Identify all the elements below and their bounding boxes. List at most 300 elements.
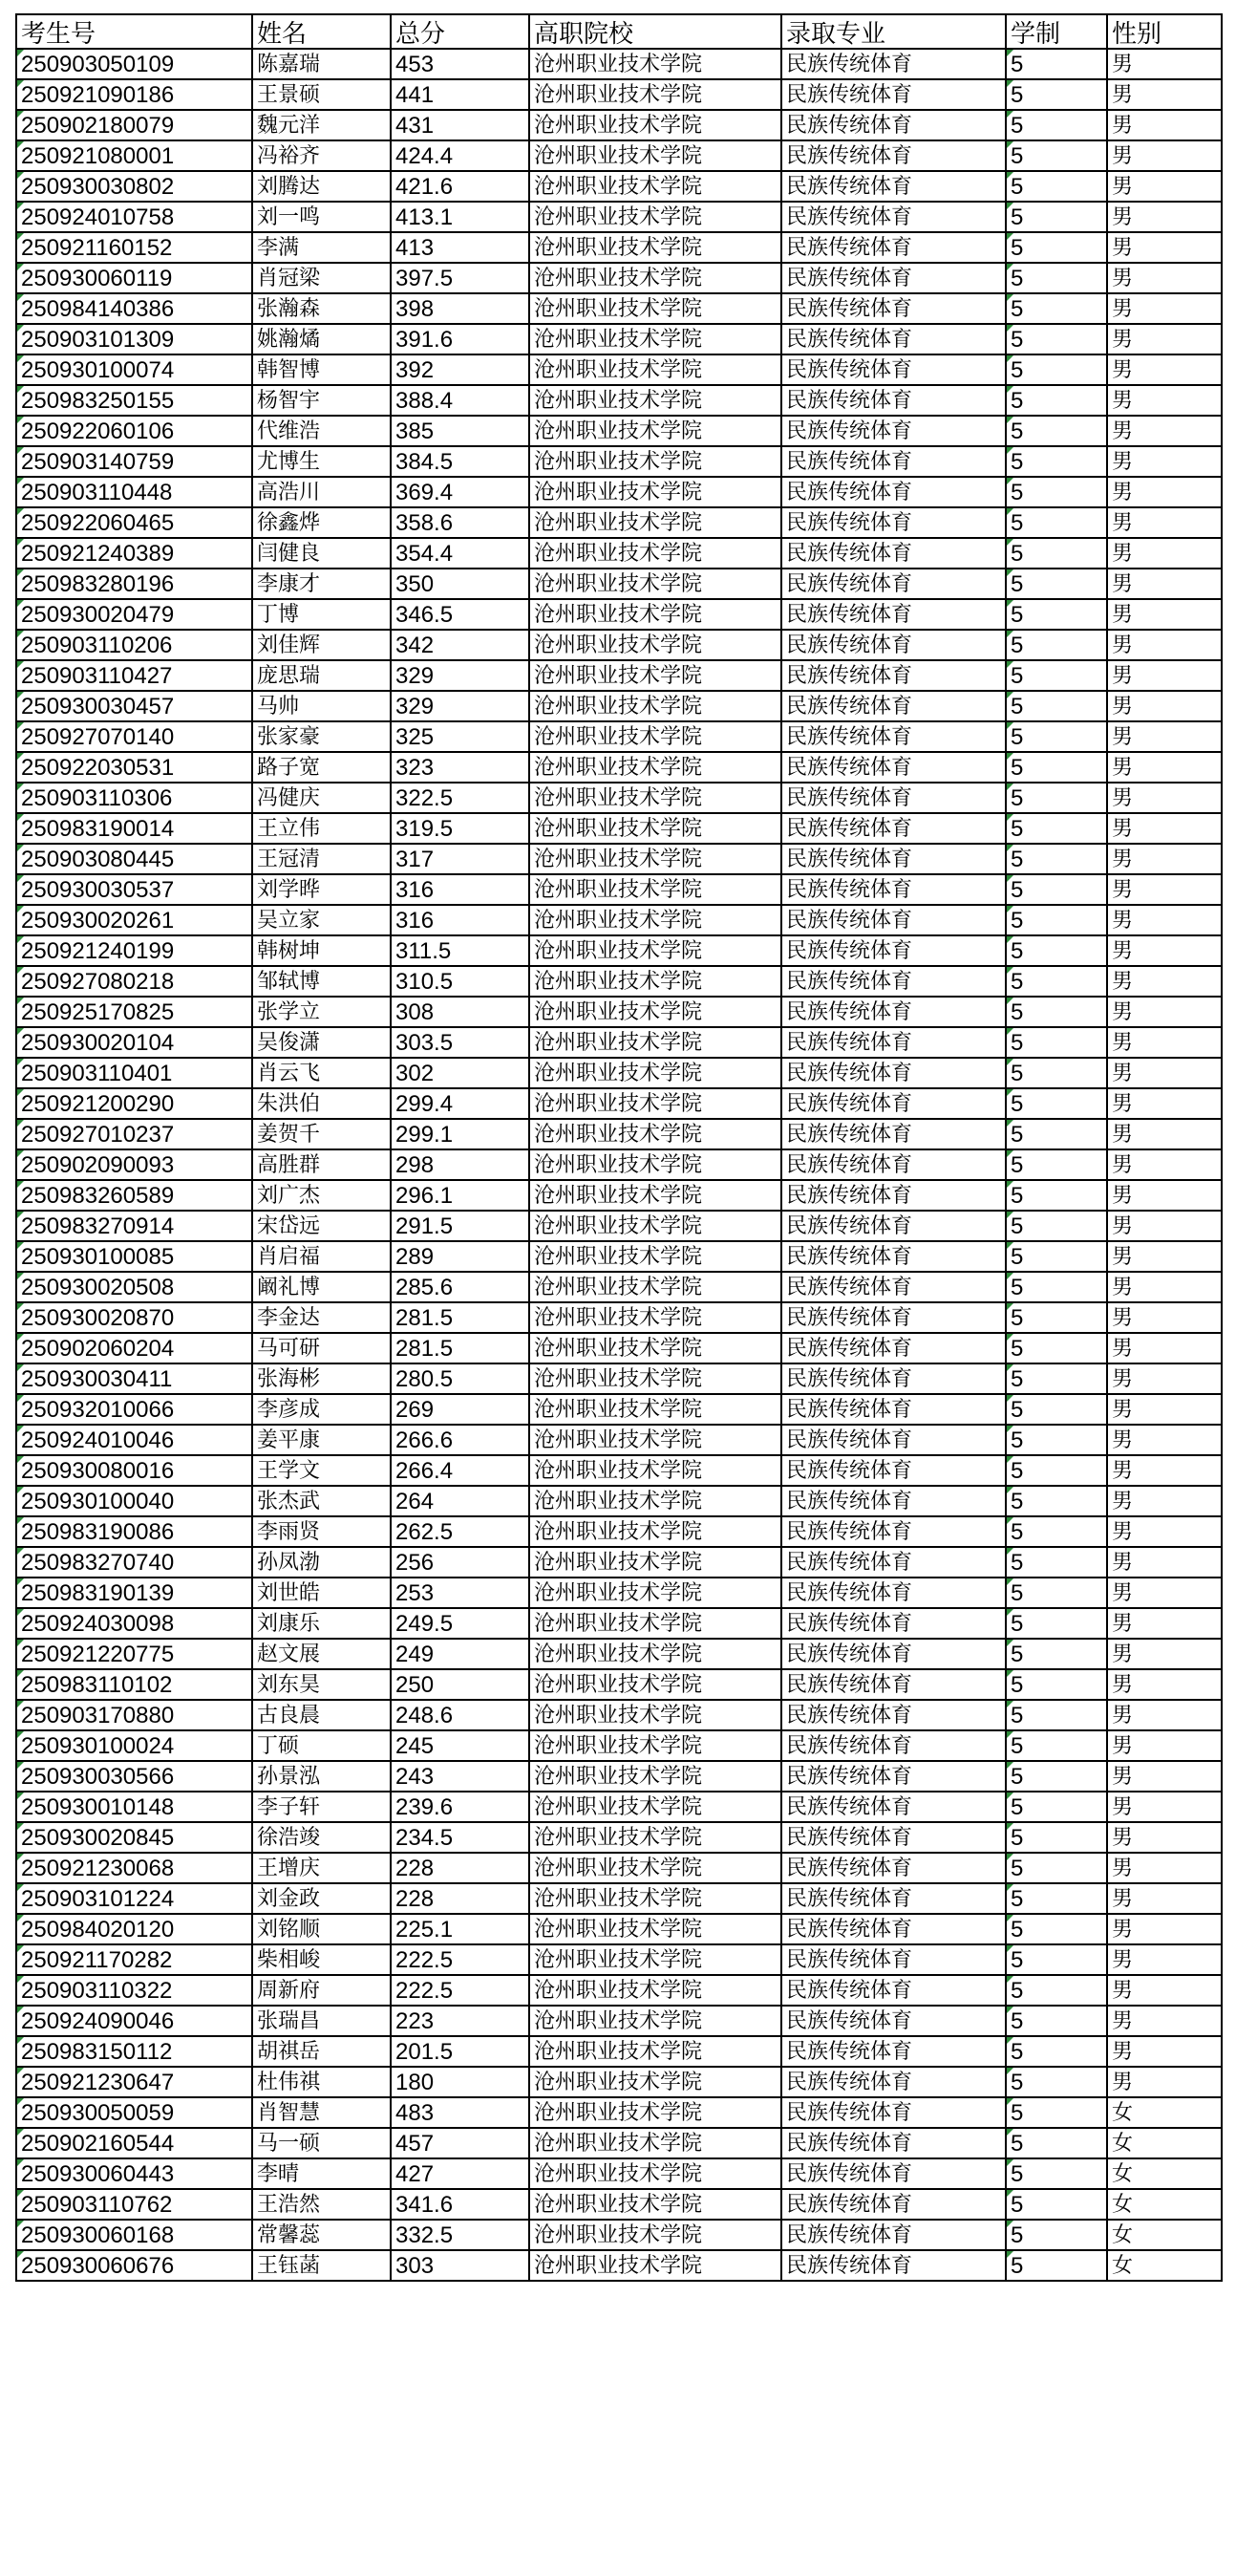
cell-duration: 5 bbox=[1006, 1425, 1107, 1455]
cell-college: 沧州职业技术学院 bbox=[529, 1822, 781, 1853]
cell-exam-id: 250903101309 bbox=[16, 324, 252, 354]
admission-table bbox=[15, 13, 1223, 2282]
cell-name: 张瑞昌 bbox=[252, 2006, 391, 2036]
cell-total-score: 222.5 bbox=[391, 1975, 529, 2006]
table-row bbox=[16, 1639, 1222, 1669]
cell-major: 民族传统体育 bbox=[781, 507, 1006, 538]
cell-exam-id: 250930100024 bbox=[16, 1730, 252, 1761]
cell-college: 沧州职业技术学院 bbox=[529, 1333, 781, 1363]
cell-total-score: 249.5 bbox=[391, 1608, 529, 1639]
cell-duration: 5 bbox=[1006, 1761, 1107, 1792]
cell-exam-id: 250930020508 bbox=[16, 1272, 252, 1302]
cell-gender: 男 bbox=[1107, 599, 1222, 630]
table-row bbox=[16, 202, 1222, 232]
cell-total-score: 346.5 bbox=[391, 599, 529, 630]
cell-duration: 5 bbox=[1006, 844, 1107, 874]
cell-major: 民族传统体育 bbox=[781, 1058, 1006, 1088]
cell-gender: 男 bbox=[1107, 1792, 1222, 1822]
cell-gender: 男 bbox=[1107, 1944, 1222, 1975]
cell-duration: 5 bbox=[1006, 1302, 1107, 1333]
cell-major: 民族传统体育 bbox=[781, 477, 1006, 507]
cell-gender: 男 bbox=[1107, 1883, 1222, 1914]
cell-exam-id: 250983150112 bbox=[16, 2036, 252, 2067]
cell-name: 张瀚森 bbox=[252, 293, 391, 324]
cell-college: 沧州职业技术学院 bbox=[529, 1944, 781, 1975]
cell-college: 沧州职业技术学院 bbox=[529, 202, 781, 232]
cell-total-score: 266.6 bbox=[391, 1425, 529, 1455]
cell-exam-id: 250930060119 bbox=[16, 263, 252, 293]
cell-gender: 男 bbox=[1107, 202, 1222, 232]
cell-college: 沧州职业技术学院 bbox=[529, 752, 781, 783]
cell-gender: 男 bbox=[1107, 966, 1222, 997]
cell-major: 民族传统体育 bbox=[781, 1363, 1006, 1394]
cell-college: 沧州职业技术学院 bbox=[529, 2189, 781, 2220]
cell-college: 沧州职业技术学院 bbox=[529, 844, 781, 874]
cell-gender: 男 bbox=[1107, 2006, 1222, 2036]
table-row bbox=[16, 1578, 1222, 1608]
cell-major: 民族传统体育 bbox=[781, 1700, 1006, 1730]
cell-total-score: 285.6 bbox=[391, 1272, 529, 1302]
cell-name: 张家豪 bbox=[252, 721, 391, 752]
cell-exam-id: 250983280196 bbox=[16, 569, 252, 599]
cell-name: 赵文展 bbox=[252, 1639, 391, 1669]
cell-exam-id: 250921080001 bbox=[16, 140, 252, 171]
cell-major: 民族传统体育 bbox=[781, 1883, 1006, 1914]
cell-major: 民族传统体育 bbox=[781, 1394, 1006, 1425]
cell-exam-id: 250932010066 bbox=[16, 1394, 252, 1425]
cell-gender: 男 bbox=[1107, 2036, 1222, 2067]
cell-exam-id: 250903110448 bbox=[16, 477, 252, 507]
cell-exam-id: 250921230068 bbox=[16, 1853, 252, 1883]
cell-college: 沧州职业技术学院 bbox=[529, 110, 781, 140]
cell-college: 沧州职业技术学院 bbox=[529, 783, 781, 813]
cell-college: 沧州职业技术学院 bbox=[529, 1608, 781, 1639]
cell-college: 沧州职业技术学院 bbox=[529, 446, 781, 477]
cell-exam-id: 250983250155 bbox=[16, 385, 252, 416]
cell-college: 沧州职业技术学院 bbox=[529, 1516, 781, 1547]
cell-name: 李子轩 bbox=[252, 1792, 391, 1822]
table-row bbox=[16, 1700, 1222, 1730]
cell-gender: 男 bbox=[1107, 691, 1222, 721]
cell-duration: 5 bbox=[1006, 416, 1107, 446]
table-row bbox=[16, 2189, 1222, 2220]
cell-name: 吴俊潇 bbox=[252, 1027, 391, 1058]
cell-duration: 5 bbox=[1006, 1914, 1107, 1944]
cell-total-score: 308 bbox=[391, 997, 529, 1027]
cell-name: 刘世皓 bbox=[252, 1578, 391, 1608]
cell-exam-id: 250921200290 bbox=[16, 1088, 252, 1119]
cell-name: 王钰菡 bbox=[252, 2250, 391, 2281]
cell-major: 民族传统体育 bbox=[781, 446, 1006, 477]
cell-name: 路子宽 bbox=[252, 752, 391, 783]
cell-total-score: 384.5 bbox=[391, 446, 529, 477]
cell-exam-id: 250983190139 bbox=[16, 1578, 252, 1608]
cell-duration: 5 bbox=[1006, 1455, 1107, 1486]
cell-duration: 5 bbox=[1006, 49, 1107, 79]
cell-total-score: 329 bbox=[391, 660, 529, 691]
table-row bbox=[16, 1394, 1222, 1425]
cell-major: 民族传统体育 bbox=[781, 1149, 1006, 1180]
cell-duration: 5 bbox=[1006, 1578, 1107, 1608]
cell-duration: 5 bbox=[1006, 1792, 1107, 1822]
cell-college: 沧州职业技术学院 bbox=[529, 263, 781, 293]
cell-name: 张海彬 bbox=[252, 1363, 391, 1394]
table-row bbox=[16, 2128, 1222, 2158]
cell-name: 冯健庆 bbox=[252, 783, 391, 813]
cell-duration: 5 bbox=[1006, 1211, 1107, 1241]
cell-college: 沧州职业技术学院 bbox=[529, 2158, 781, 2189]
cell-exam-id: 250921160152 bbox=[16, 232, 252, 263]
cell-college: 沧州职业技术学院 bbox=[529, 1425, 781, 1455]
cell-major: 民族传统体育 bbox=[781, 1669, 1006, 1700]
cell-college: 沧州职业技术学院 bbox=[529, 1363, 781, 1394]
cell-exam-id: 250930060676 bbox=[16, 2250, 252, 2281]
cell-college: 沧州职业技术学院 bbox=[529, 2250, 781, 2281]
cell-name: 刘铭顺 bbox=[252, 1914, 391, 1944]
cell-major: 民族传统体育 bbox=[781, 232, 1006, 263]
cell-name: 李雨贤 bbox=[252, 1516, 391, 1547]
cell-college: 沧州职业技术学院 bbox=[529, 324, 781, 354]
cell-exam-id: 250902180079 bbox=[16, 110, 252, 140]
cell-total-score: 299.4 bbox=[391, 1088, 529, 1119]
cell-gender: 男 bbox=[1107, 1333, 1222, 1363]
table-row bbox=[16, 1516, 1222, 1547]
table-row bbox=[16, 721, 1222, 752]
cell-major: 民族传统体育 bbox=[781, 1088, 1006, 1119]
table-row bbox=[16, 1455, 1222, 1486]
cell-college: 沧州职业技术学院 bbox=[529, 2036, 781, 2067]
cell-gender: 男 bbox=[1107, 1149, 1222, 1180]
cell-college: 沧州职业技术学院 bbox=[529, 385, 781, 416]
cell-college: 沧州职业技术学院 bbox=[529, 416, 781, 446]
cell-duration: 5 bbox=[1006, 1241, 1107, 1272]
table-row bbox=[16, 263, 1222, 293]
table-row bbox=[16, 1608, 1222, 1639]
cell-gender: 男 bbox=[1107, 752, 1222, 783]
cell-gender: 男 bbox=[1107, 140, 1222, 171]
cell-exam-id: 250930080016 bbox=[16, 1455, 252, 1486]
cell-college: 沧州职业技术学院 bbox=[529, 1883, 781, 1914]
table-row bbox=[16, 1027, 1222, 1058]
cell-major: 民族传统体育 bbox=[781, 721, 1006, 752]
cell-gender: 男 bbox=[1107, 1608, 1222, 1639]
cell-exam-id: 250930030411 bbox=[16, 1363, 252, 1394]
cell-duration: 5 bbox=[1006, 691, 1107, 721]
cell-total-score: 303.5 bbox=[391, 1027, 529, 1058]
cell-major: 民族传统体育 bbox=[781, 1578, 1006, 1608]
cell-duration: 5 bbox=[1006, 874, 1107, 905]
cell-total-score: 316 bbox=[391, 905, 529, 935]
cell-duration: 5 bbox=[1006, 1700, 1107, 1730]
cell-total-score: 316 bbox=[391, 874, 529, 905]
cell-exam-id: 250903110206 bbox=[16, 630, 252, 660]
cell-gender: 男 bbox=[1107, 813, 1222, 844]
cell-exam-id: 250924010758 bbox=[16, 202, 252, 232]
table-row bbox=[16, 752, 1222, 783]
table-row bbox=[16, 232, 1222, 263]
cell-exam-id: 250930010148 bbox=[16, 1792, 252, 1822]
table-row bbox=[16, 1088, 1222, 1119]
cell-duration: 5 bbox=[1006, 935, 1107, 966]
cell-name: 王立伟 bbox=[252, 813, 391, 844]
cell-name: 古良晨 bbox=[252, 1700, 391, 1730]
header-major: 录取专业 bbox=[781, 14, 1006, 49]
cell-total-score: 245 bbox=[391, 1730, 529, 1761]
cell-exam-id: 250921090186 bbox=[16, 79, 252, 110]
cell-duration: 5 bbox=[1006, 140, 1107, 171]
cell-gender: 男 bbox=[1107, 1119, 1222, 1149]
cell-gender: 男 bbox=[1107, 1853, 1222, 1883]
table-row bbox=[16, 507, 1222, 538]
cell-college: 沧州职业技术学院 bbox=[529, 1669, 781, 1700]
table-row bbox=[16, 1333, 1222, 1363]
cell-major: 民族传统体育 bbox=[781, 599, 1006, 630]
cell-name: 代维浩 bbox=[252, 416, 391, 446]
cell-college: 沧州职业技术学院 bbox=[529, 1211, 781, 1241]
cell-major: 民族传统体育 bbox=[781, 997, 1006, 1027]
cell-college: 沧州职业技术学院 bbox=[529, 1639, 781, 1669]
table-row bbox=[16, 416, 1222, 446]
cell-gender: 男 bbox=[1107, 997, 1222, 1027]
cell-major: 民族传统体育 bbox=[781, 1486, 1006, 1516]
cell-name: 阚礼博 bbox=[252, 1272, 391, 1302]
cell-major: 民族传统体育 bbox=[781, 1516, 1006, 1547]
cell-total-score: 457 bbox=[391, 2128, 529, 2158]
cell-total-score: 269 bbox=[391, 1394, 529, 1425]
table-row bbox=[16, 1914, 1222, 1944]
cell-major: 民族传统体育 bbox=[781, 752, 1006, 783]
cell-total-score: 298 bbox=[391, 1149, 529, 1180]
cell-name: 胡祺岳 bbox=[252, 2036, 391, 2067]
cell-college: 沧州职业技术学院 bbox=[529, 1272, 781, 1302]
cell-duration: 5 bbox=[1006, 202, 1107, 232]
cell-gender: 男 bbox=[1107, 324, 1222, 354]
cell-exam-id: 250903140759 bbox=[16, 446, 252, 477]
cell-duration: 5 bbox=[1006, 997, 1107, 1027]
table-row bbox=[16, 1149, 1222, 1180]
cell-duration: 5 bbox=[1006, 1272, 1107, 1302]
cell-major: 民族传统体育 bbox=[781, 905, 1006, 935]
cell-college: 沧州职业技术学院 bbox=[529, 1088, 781, 1119]
table-row bbox=[16, 1486, 1222, 1516]
cell-duration: 5 bbox=[1006, 1853, 1107, 1883]
cell-duration: 5 bbox=[1006, 324, 1107, 354]
cell-name: 杜伟祺 bbox=[252, 2067, 391, 2097]
cell-college: 沧州职业技术学院 bbox=[529, 1914, 781, 1944]
cell-college: 沧州职业技术学院 bbox=[529, 1455, 781, 1486]
cell-college: 沧州职业技术学院 bbox=[529, 1149, 781, 1180]
cell-gender: 男 bbox=[1107, 446, 1222, 477]
cell-exam-id: 250983270914 bbox=[16, 1211, 252, 1241]
cell-duration: 5 bbox=[1006, 721, 1107, 752]
cell-college: 沧州职业技术学院 bbox=[529, 905, 781, 935]
cell-total-score: 180 bbox=[391, 2067, 529, 2097]
cell-college: 沧州职业技术学院 bbox=[529, 997, 781, 1027]
cell-total-score: 319.5 bbox=[391, 813, 529, 844]
cell-exam-id: 250983190086 bbox=[16, 1516, 252, 1547]
table-row bbox=[16, 783, 1222, 813]
cell-gender: 男 bbox=[1107, 1822, 1222, 1853]
cell-duration: 5 bbox=[1006, 2158, 1107, 2189]
cell-total-score: 341.6 bbox=[391, 2189, 529, 2220]
cell-gender: 男 bbox=[1107, 721, 1222, 752]
cell-college: 沧州职业技术学院 bbox=[529, 1700, 781, 1730]
cell-exam-id: 250930100074 bbox=[16, 354, 252, 385]
cell-name: 刘一鸣 bbox=[252, 202, 391, 232]
cell-exam-id: 250983270740 bbox=[16, 1547, 252, 1578]
cell-gender: 男 bbox=[1107, 1455, 1222, 1486]
cell-college: 沧州职业技术学院 bbox=[529, 2097, 781, 2128]
cell-total-score: 234.5 bbox=[391, 1822, 529, 1853]
table-row bbox=[16, 874, 1222, 905]
cell-major: 民族传统体育 bbox=[781, 2220, 1006, 2250]
table-row bbox=[16, 1944, 1222, 1975]
cell-gender: 男 bbox=[1107, 783, 1222, 813]
cell-college: 沧州职业技术学院 bbox=[529, 1578, 781, 1608]
cell-gender: 男 bbox=[1107, 1975, 1222, 2006]
cell-college: 沧州职业技术学院 bbox=[529, 966, 781, 997]
cell-major: 民族传统体育 bbox=[781, 935, 1006, 966]
table-row bbox=[16, 324, 1222, 354]
table-row bbox=[16, 446, 1222, 477]
cell-major: 民族传统体育 bbox=[781, 1027, 1006, 1058]
cell-name: 庞思瑞 bbox=[252, 660, 391, 691]
cell-total-score: 253 bbox=[391, 1578, 529, 1608]
table-row bbox=[16, 385, 1222, 416]
cell-name: 徐浩竣 bbox=[252, 1822, 391, 1853]
cell-exam-id: 250924010046 bbox=[16, 1425, 252, 1455]
cell-gender: 男 bbox=[1107, 1516, 1222, 1547]
cell-college: 沧州职业技术学院 bbox=[529, 171, 781, 202]
cell-major: 民族传统体育 bbox=[781, 1853, 1006, 1883]
cell-name: 李金达 bbox=[252, 1302, 391, 1333]
cell-name: 刘学晔 bbox=[252, 874, 391, 905]
cell-major: 民族传统体育 bbox=[781, 660, 1006, 691]
cell-exam-id: 250922060465 bbox=[16, 507, 252, 538]
cell-gender: 男 bbox=[1107, 1241, 1222, 1272]
cell-gender: 男 bbox=[1107, 844, 1222, 874]
header-gender: 性别 bbox=[1107, 14, 1222, 49]
cell-duration: 5 bbox=[1006, 446, 1107, 477]
table-row bbox=[16, 997, 1222, 1027]
table-row bbox=[16, 110, 1222, 140]
cell-exam-id: 250984020120 bbox=[16, 1914, 252, 1944]
table-row bbox=[16, 2036, 1222, 2067]
cell-name: 肖智慧 bbox=[252, 2097, 391, 2128]
cell-exam-id: 250903110306 bbox=[16, 783, 252, 813]
cell-exam-id: 250983190014 bbox=[16, 813, 252, 844]
cell-gender: 男 bbox=[1107, 538, 1222, 569]
cell-name: 肖启福 bbox=[252, 1241, 391, 1272]
cell-total-score: 424.4 bbox=[391, 140, 529, 171]
table-row bbox=[16, 630, 1222, 660]
cell-name: 王增庆 bbox=[252, 1853, 391, 1883]
cell-gender: 女 bbox=[1107, 2189, 1222, 2220]
table-row bbox=[16, 1302, 1222, 1333]
table-row bbox=[16, 1425, 1222, 1455]
cell-name: 刘金政 bbox=[252, 1883, 391, 1914]
cell-college: 沧州职业技术学院 bbox=[529, 874, 781, 905]
cell-total-score: 391.6 bbox=[391, 324, 529, 354]
cell-total-score: 421.6 bbox=[391, 171, 529, 202]
cell-duration: 5 bbox=[1006, 905, 1107, 935]
cell-total-score: 342 bbox=[391, 630, 529, 660]
cell-college: 沧州职业技术学院 bbox=[529, 140, 781, 171]
cell-name: 李彦成 bbox=[252, 1394, 391, 1425]
cell-college: 沧州职业技术学院 bbox=[529, 935, 781, 966]
cell-duration: 5 bbox=[1006, 2036, 1107, 2067]
cell-college: 沧州职业技术学院 bbox=[529, 569, 781, 599]
cell-college: 沧州职业技术学院 bbox=[529, 49, 781, 79]
cell-total-score: 431 bbox=[391, 110, 529, 140]
cell-exam-id: 250902060204 bbox=[16, 1333, 252, 1363]
cell-exam-id: 250921230647 bbox=[16, 2067, 252, 2097]
cell-exam-id: 250921170282 bbox=[16, 1944, 252, 1975]
cell-exam-id: 250930060443 bbox=[16, 2158, 252, 2189]
cell-exam-id: 250930060168 bbox=[16, 2220, 252, 2250]
cell-name: 刘腾达 bbox=[252, 171, 391, 202]
cell-college: 沧州职业技术学院 bbox=[529, 538, 781, 569]
cell-name: 韩智博 bbox=[252, 354, 391, 385]
cell-duration: 5 bbox=[1006, 1027, 1107, 1058]
cell-gender: 男 bbox=[1107, 1058, 1222, 1088]
table-row bbox=[16, 1363, 1222, 1394]
cell-duration: 5 bbox=[1006, 752, 1107, 783]
table-row bbox=[16, 140, 1222, 171]
cell-exam-id: 250902160544 bbox=[16, 2128, 252, 2158]
table-row bbox=[16, 1883, 1222, 1914]
cell-total-score: 427 bbox=[391, 2158, 529, 2189]
cell-gender: 男 bbox=[1107, 1730, 1222, 1761]
table-row bbox=[16, 1211, 1222, 1241]
cell-major: 民族传统体育 bbox=[781, 966, 1006, 997]
cell-total-score: 325 bbox=[391, 721, 529, 752]
cell-gender: 男 bbox=[1107, 1700, 1222, 1730]
cell-total-score: 249 bbox=[391, 1639, 529, 1669]
cell-duration: 5 bbox=[1006, 1608, 1107, 1639]
table-row bbox=[16, 354, 1222, 385]
cell-name: 高胜群 bbox=[252, 1149, 391, 1180]
cell-exam-id: 250903170880 bbox=[16, 1700, 252, 1730]
cell-gender: 男 bbox=[1107, 1027, 1222, 1058]
cell-exam-id: 250903101224 bbox=[16, 1883, 252, 1914]
cell-college: 沧州职业技术学院 bbox=[529, 477, 781, 507]
cell-exam-id: 250930030802 bbox=[16, 171, 252, 202]
cell-name: 尤博生 bbox=[252, 446, 391, 477]
cell-total-score: 322.5 bbox=[391, 783, 529, 813]
cell-gender: 女 bbox=[1107, 2250, 1222, 2281]
table-row bbox=[16, 599, 1222, 630]
cell-name: 韩树坤 bbox=[252, 935, 391, 966]
table-row bbox=[16, 79, 1222, 110]
cell-major: 民族传统体育 bbox=[781, 2128, 1006, 2158]
cell-name: 魏元洋 bbox=[252, 110, 391, 140]
table-row bbox=[16, 1272, 1222, 1302]
cell-duration: 5 bbox=[1006, 2220, 1107, 2250]
cell-major: 民族传统体育 bbox=[781, 538, 1006, 569]
cell-duration: 5 bbox=[1006, 1394, 1107, 1425]
cell-duration: 5 bbox=[1006, 110, 1107, 140]
cell-college: 沧州职业技术学院 bbox=[529, 1486, 781, 1516]
cell-duration: 5 bbox=[1006, 1333, 1107, 1363]
cell-exam-id: 250903110322 bbox=[16, 1975, 252, 2006]
cell-total-score: 262.5 bbox=[391, 1516, 529, 1547]
cell-college: 沧州职业技术学院 bbox=[529, 2128, 781, 2158]
cell-gender: 男 bbox=[1107, 1914, 1222, 1944]
cell-name: 丁硕 bbox=[252, 1730, 391, 1761]
cell-duration: 5 bbox=[1006, 1149, 1107, 1180]
cell-college: 沧州职业技术学院 bbox=[529, 293, 781, 324]
